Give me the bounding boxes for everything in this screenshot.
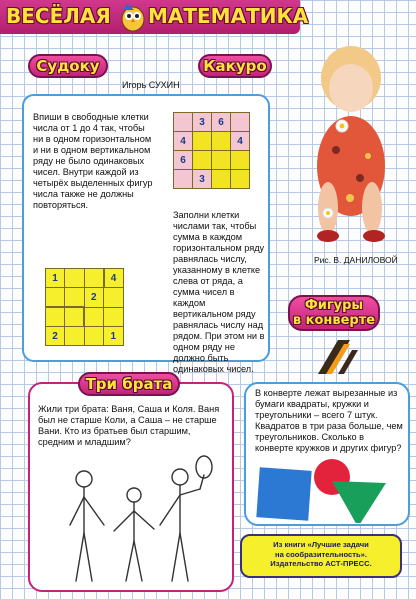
ribbon-decoration — [314, 338, 358, 374]
kakuro-text: Заполни клетки числами так, чтобы сумма в каждом горизонтальном ряду равнялась числу, указанному в клетке слева от ряда, а сумма чисел в каждом вертикальном ряду равнялась числу над рядом. При этом ни в одном ряду не должно быть одинаковых чисел. — [173, 210, 265, 374]
brothers-text: Жили три брата: Ваня, Саша и Коля. Ваня был не старше Коли, а Саша – не старше Вани. Кто из братьев был старшим, средним и младшим? — [38, 404, 220, 447]
figures-text: В конверте лежат вырезанные из бумаги квадраты, кружки и треугольники – всего 7 штук. Квадратов в три раза больше, чем треугольников. Сколько в конверте кружков и других фигур? — [255, 388, 403, 453]
shapes-illustration — [254, 453, 404, 523]
source-note — [240, 534, 402, 578]
brothers-illustration — [62, 455, 230, 587]
sudoku-cell[interactable] — [84, 327, 104, 346]
kakuro-cell: 4 — [174, 132, 193, 151]
kakuro-cell: 6 — [174, 151, 193, 170]
author: Игорь СУХИН — [122, 80, 180, 90]
owl-icon — [118, 2, 148, 32]
header-title-right: МАТЕМАТИКА — [148, 4, 309, 28]
sudoku-cell[interactable] — [65, 269, 85, 288]
header-banner — [0, 0, 309, 34]
sudoku-cell[interactable] — [65, 327, 85, 346]
sudoku-cell[interactable] — [46, 288, 65, 308]
kakuro-cell[interactable] — [212, 132, 231, 151]
kakuro-cell — [174, 113, 193, 132]
sudoku-cell[interactable] — [84, 269, 104, 288]
kakuro-cell — [231, 113, 250, 132]
figures-title-line2: в конверте — [292, 313, 376, 328]
kakuro-cell: 4 — [231, 132, 250, 151]
illustration-credit: Рис. В. ДАНИЛОВОЙ — [314, 255, 398, 265]
kakuro-grid — [173, 112, 250, 189]
kakuro-cell[interactable] — [212, 170, 231, 189]
figures-title — [288, 295, 380, 331]
sudoku-grid — [45, 268, 124, 346]
brothers-title: Три брата — [78, 372, 180, 396]
sudoku-cell[interactable] — [104, 307, 124, 327]
sudoku-cell[interactable] — [46, 307, 65, 327]
kakuro-cell[interactable] — [193, 151, 212, 170]
kakuro-cell[interactable] — [231, 170, 250, 189]
kakuro-cell: 3 — [193, 170, 212, 189]
sudoku-cell[interactable] — [104, 288, 124, 308]
sudoku-cell: 2 — [84, 288, 104, 308]
sudoku-cell[interactable] — [65, 288, 85, 308]
sudoku-cell: 2 — [46, 327, 65, 346]
sudoku-cell: 1 — [104, 327, 124, 346]
kakuro-title: Какуро — [198, 54, 272, 78]
sudoku-cell: 4 — [104, 269, 124, 288]
sudoku-title: Судоку — [28, 54, 108, 78]
kakuro-cell[interactable] — [193, 132, 212, 151]
source-line2: на сообразительность». — [274, 549, 367, 559]
sudoku-cell: 1 — [46, 269, 65, 288]
figures-title-line1: Фигуры — [304, 298, 364, 313]
kakuro-cell[interactable] — [212, 151, 231, 170]
sudoku-text: Впиши в свободные клетки числа от 1 до 4 так, чтобы ни в одном горизонтальном и ни в одном вертикальном ряду не было одинаковых чисел. Внутри каждой из четырёх выделенных фигур числа также не должны повторяться. — [33, 112, 153, 210]
kakuro-cell[interactable] — [231, 151, 250, 170]
header-title-left: ВЕСЁЛАЯ — [6, 4, 111, 28]
source-line1: Из книги «Лучшие задачи — [273, 540, 369, 549]
kakuro-cell: 6 — [212, 113, 231, 132]
kakuro-cell — [174, 170, 193, 189]
sudoku-cell[interactable] — [65, 307, 85, 327]
kakuro-cell: 3 — [193, 113, 212, 132]
girl-illustration — [298, 38, 404, 250]
sudoku-cell[interactable] — [84, 307, 104, 327]
source-line3: Издательство АСТ-ПРЕСС. — [270, 559, 372, 568]
